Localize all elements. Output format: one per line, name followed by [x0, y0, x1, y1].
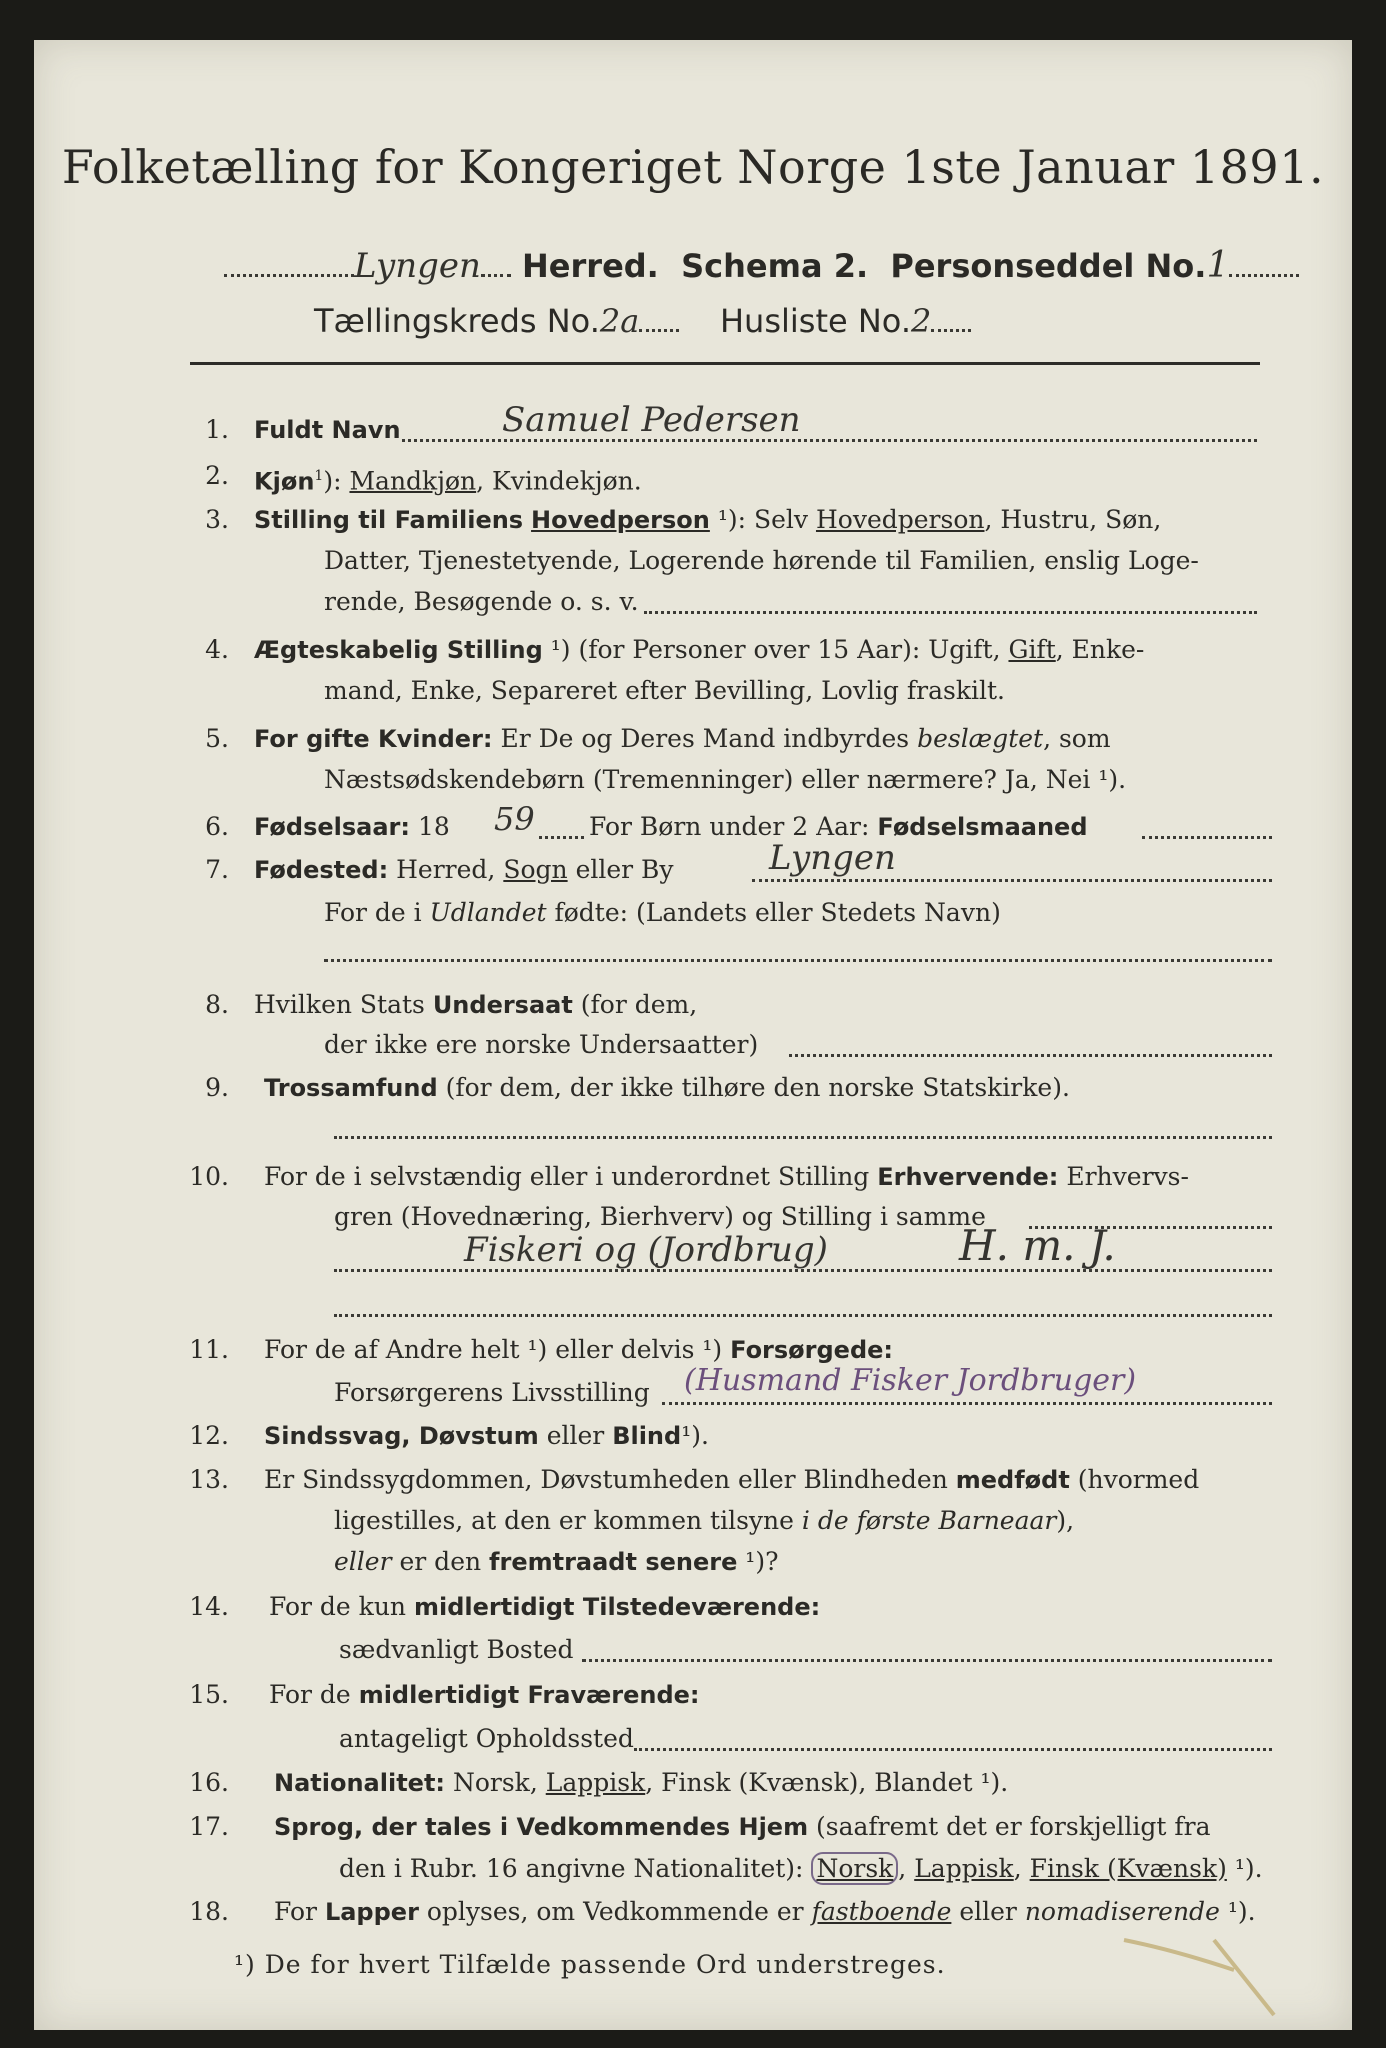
item-number: 16. [189, 1768, 229, 1797]
option: Finsk (Kvænsk) [1029, 1854, 1227, 1883]
item-text: , Enke- [1055, 635, 1145, 664]
item-text: Herred, [388, 855, 504, 884]
item-text: 18 [410, 812, 450, 841]
kreds-no: 2a [599, 302, 640, 340]
item-label: Trossamfund [264, 1074, 438, 1102]
selected-option: Gift [1008, 635, 1056, 664]
footnote-ref: 1 [314, 468, 324, 484]
item-text: Hvilken Stats [254, 990, 433, 1019]
item-text: ligestilles, at den er kommen tilsyne [334, 1506, 802, 1535]
husliste-no: 2 [910, 302, 932, 340]
item-number: 11. [189, 1335, 229, 1364]
footnote: ¹) De for hvert Tilfælde passende Ord understreges. [234, 1950, 946, 1979]
item-text: Udlandet [429, 898, 547, 927]
item-label: Sindssvag, Døvstum [264, 1422, 539, 1450]
item-label: Forsørgede: [730, 1336, 894, 1364]
answer-line [644, 611, 1257, 614]
selected-option: fastboende [811, 1897, 952, 1926]
item-label: Ægteskabelig Stilling [254, 636, 543, 664]
item-text: For de kun [269, 1592, 414, 1621]
item-text: eller [538, 1421, 613, 1450]
item-text: For Børn under 2 Aar: [589, 812, 878, 841]
answer-line [539, 836, 584, 839]
item-label: Kjøn [254, 467, 315, 496]
item-text: i de første Barneaar [801, 1506, 1057, 1535]
answer-birthplace: Lyngen [769, 838, 896, 878]
item-text: ¹). [1226, 1854, 1263, 1883]
herred-label: Herred. [522, 247, 659, 285]
form-title: Folketælling for Kongeriget Norge 1ste Januar 1891. [61, 140, 1325, 194]
item-text: For de af Andre helt ¹) eller delvis ¹) [264, 1335, 731, 1364]
answer-line [634, 1748, 1272, 1751]
item-text: (for dem, [572, 990, 698, 1019]
item-label: Fødested: [254, 856, 389, 884]
form-items: 1. Fuldt Navn Samuel Pedersen 2. Kjøn$^1$): Mandkjøn, Kvindekjøn. 3. Stilling til Familiens Hovedperson ¹): Selv Hovedperson, Hustru, Søn, Datter, Tjenestetyende, Logerende hørende til Familien, enslig Loge- rende, Besøgende o. s. v. 4. Ægteskabelig Stilling ¹) (for Personer over 15 Aar): Ugift, Gift, Enke- mand, Enke, Separeret efter Bevilling, Lovlig fraskilt. 5. For gifte Kvinder: Er De og Deres Mand indbyrdes beslægtet, som Næstsødskendebørn (Tremenninger) eller nærmere? Ja, Nei ¹). 6. Fødselsaar: 18 59 For Børn under 2 Aar: Fødselsmaaned 7. Fødested: Herred, Sogn eller By Lyngen For de i Udlandet fødte: (Landets eller Stedets Navn) 8. Hvilken Stats Undersaat (for dem, der ikke ere norske Undersaatter) 9. Trossamfund (for dem, der ikke tilhøre den norske Statskirke). 10. For de i selvstændig eller i underordnet Stilling Erhvervende: Erhvervs- gren (Hovednæring, Bierhverv) og Stilling i samme Fiskeri og (Jordbrug) H. m. J. 11. For de af Andre helt ¹) eller delvis ¹) Forsørgede: Forsørgerens Livsstilling (Husmand Fisker Jordbruger) 12. Sindssvag, Døvstum eller Blind¹). 13. Er Sindssygdommen, Døvstumheden eller Blindheden medfødt (hvormed ligestilles, at den er kommen tilsyne i de første Barneaar), eller er den fremtraadt senere ¹)? 14. For de kun midlertidigt Tilstedeværende: sædvanligt Bosted 15. For de midlertidigt Fraværende: antageligt Opholdssted 16. Nationalitet: Norsk, Lappisk, Finsk (Kvænsk), Blandet ¹). 17. Sprog, der tales i Vedkommendes Hjem (saafremt det er forskjelligt fra den i Rubr. 16 angivne Nationalitet): Norsk , Lappisk, Finsk (Kvænsk) ¹). 18. For Lapper oplyses, om Vedkommende er fastboende eller nomadiserende ¹). [34, 40, 1352, 2030]
item-text: (hvormed [1069, 1465, 1200, 1494]
selected-option: Mandkjøn [349, 466, 477, 496]
item-text: Næstsødskendebørn (Tremenninger) eller nærmere? Ja, Nei ¹). [324, 765, 1127, 794]
item-number: 7. [205, 855, 229, 884]
item-text: Er De og Deres Mand indbyrdes [492, 724, 918, 753]
item-label: Fuldt Navn [254, 416, 401, 444]
item-text: Er Sindssygdommen, Døvstumheden eller Blindheden [264, 1465, 956, 1494]
item-label: Nationalitet: [274, 1769, 446, 1797]
item-text: mand, Enke, Separeret efter Bevilling, Lovlig fraskilt. [324, 676, 1005, 705]
kreds-label: Tællingskreds No. [314, 302, 600, 340]
item-text: (for dem, der ikke tilhøre den norske Statskirke). [437, 1073, 1070, 1102]
answer-birth-year: 59 [494, 800, 535, 838]
answer-occupation-abbrev: H. m. J. [959, 1221, 1116, 1270]
selected-option: Sogn [503, 855, 568, 884]
item-text: , som [1043, 724, 1111, 753]
item-text: For [274, 1897, 325, 1926]
item-label: fremtraadt senere [489, 1548, 738, 1576]
answer-occupation: Fiskeri og (Jordbrug) [464, 1230, 828, 1270]
selected-option: Norsk [811, 1852, 898, 1885]
item-text: rende, Besøgende o. s. v. [324, 587, 639, 616]
item-text: Datter, Tjenestetyende, Logerende hørende til Familien, enslig Loge- [324, 546, 1199, 575]
item-number: 14. [189, 1592, 229, 1621]
item-text: fødte: (Landets eller Stedets Navn) [546, 898, 1001, 927]
item-text: eller [334, 1547, 392, 1576]
item-label: Erhvervende: [877, 1163, 1059, 1191]
item-text: Forsørgerens Livsstilling [334, 1378, 650, 1407]
answer-line [582, 1659, 1272, 1662]
husliste-label: Husliste No. [719, 302, 911, 340]
item-number: 3. [205, 505, 229, 534]
item-text: For de i [324, 898, 430, 927]
item-text: antageligt Opholdssted [339, 1724, 634, 1753]
item-label: Undersaat [432, 991, 573, 1019]
answer-line [752, 879, 1272, 882]
item-text: Norsk, [445, 1768, 546, 1797]
option: Lappisk [914, 1854, 1014, 1883]
item-text: oplyses, om Vedkommende er [418, 1897, 812, 1926]
answer-full-name: Samuel Pedersen [502, 400, 801, 440]
item-label: Lapper [324, 1898, 419, 1926]
item-text: ): [323, 466, 350, 496]
census-form-page [34, 40, 1352, 2030]
item-text: (saafremt det er forskjelligt fra [808, 1812, 1211, 1841]
item-number: 8. [205, 990, 229, 1019]
item-text: gren (Hovednæring, Bierhverv) og Stilling i samme [334, 1202, 986, 1231]
item-text: den i Rubr. 16 angivne Nationalitet): [339, 1854, 812, 1883]
answer-line [334, 1314, 1272, 1317]
selected-option: Hovedperson [815, 505, 985, 534]
item-text: er den [391, 1547, 490, 1576]
item-label: Blind [612, 1422, 682, 1450]
item-text: Erhvervs- [1058, 1162, 1189, 1191]
pencil-mark-icon [1114, 1920, 1294, 2020]
item-label: For gifte Kvinder: [254, 725, 493, 753]
item-label: midlertidigt Tilstedeværende: [413, 1593, 821, 1621]
herred-name: Lyngen [354, 246, 481, 286]
item-number: 15. [189, 1680, 229, 1709]
item-text: eller [951, 1897, 1025, 1926]
item-label: Sprog, der tales i Vedkommendes Hjem [274, 1813, 809, 1841]
item-number: 10. [189, 1162, 229, 1191]
item-text: beslægtet [917, 724, 1044, 753]
item-text: ¹) (for Personer over 15 Aar): Ugift, [542, 635, 1009, 664]
item-label: Fødselsaar: [254, 813, 410, 841]
schema-label: Schema 2. [681, 247, 869, 285]
item-number: 2. [205, 461, 229, 490]
item-number: 4. [205, 635, 229, 664]
item-number: 17. [189, 1812, 229, 1841]
item-text: sædvanligt Bosted [339, 1635, 574, 1664]
item-text: , Hustru, Søn, [984, 505, 1162, 534]
item-text: der ikke ere norske Undersaatter) [324, 1030, 759, 1059]
answer-line [1142, 836, 1272, 839]
item-text: ¹). [1219, 1897, 1256, 1926]
item-label: midlertidigt Fraværende: [358, 1681, 700, 1709]
item-number: 18. [189, 1897, 229, 1926]
item-text: , Kvindekjøn. [476, 466, 642, 496]
answer-line [334, 1136, 1272, 1139]
item-number: 9. [205, 1073, 229, 1102]
selected-option: Lappisk [545, 1768, 646, 1797]
item-number: 6. [205, 812, 229, 841]
item-number: 13. [189, 1465, 229, 1494]
item-text: For de i selvstændig eller i underordnet Stilling [264, 1162, 878, 1191]
personseddel-no: 1 [1206, 245, 1230, 286]
item-text: ¹)? [737, 1547, 779, 1576]
item-text: ¹): Selv [709, 505, 816, 534]
item-label: Fødselsmaaned [877, 813, 1088, 841]
item-number: 12. [189, 1421, 229, 1450]
answer-line [324, 959, 1272, 962]
item-number: 5. [205, 724, 229, 753]
item-text: ), [1056, 1506, 1075, 1535]
item-label: medfødt [955, 1466, 1070, 1494]
item-text: For de [269, 1680, 359, 1709]
item-text: , Finsk (Kvænsk), Blandet ¹). [645, 1768, 1009, 1797]
answer-provider-occupation: (Husmand Fisker Jordbruger) [684, 1363, 1137, 1398]
item-label: Hovedperson [531, 506, 710, 534]
item-label: Stilling til Familiens [254, 506, 524, 534]
item-text: ¹). [681, 1421, 709, 1450]
personseddel-label: Personseddel No. [890, 247, 1207, 285]
item-text: nomadiserende [1024, 1897, 1220, 1926]
item-number: 1. [205, 415, 229, 444]
item-text: eller By [567, 855, 674, 884]
answer-line [789, 1054, 1272, 1057]
answer-line [662, 1402, 1272, 1405]
